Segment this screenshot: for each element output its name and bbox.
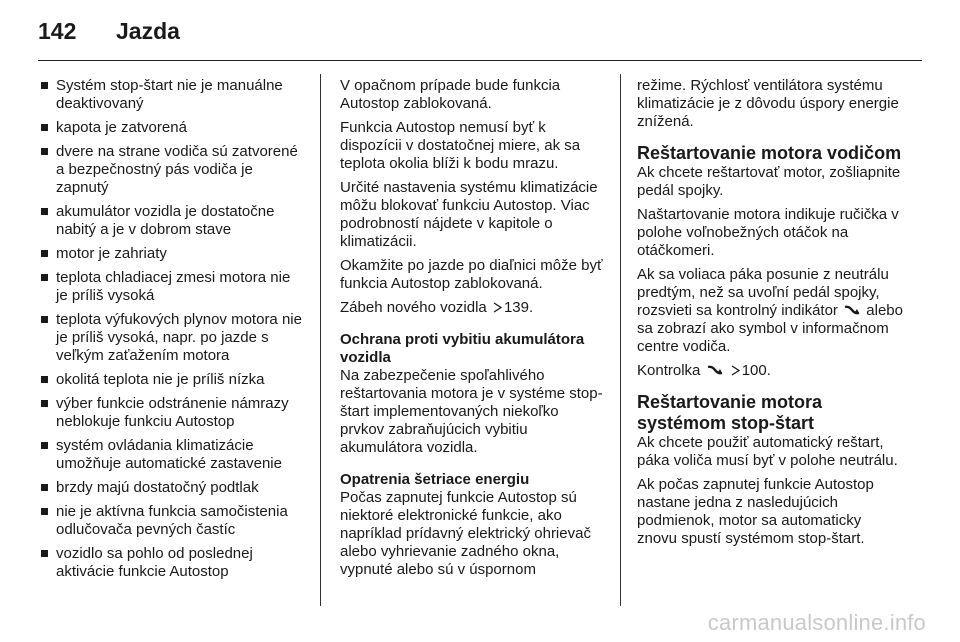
reference-page[interactable]: 139. [503, 299, 534, 316]
paragraph: Ak počas zapnutej funkcie Autostop nastane jedna z nasledujúcich podmienok, motor sa automaticky znovu spustí systémom stop-štart. [637, 476, 874, 547]
column-2 [340, 77, 606, 585]
list-item: teplota chladiacej zmesi motora nie je príliš vysoká [40, 269, 306, 305]
list-item: okolitá teplota nie je príliš nízka [40, 371, 306, 389]
list-item: dvere na strane vodiča sú zatvorené a bezpečnostný pás vodiča je zapnutý [40, 143, 306, 197]
list-item: brzdy majú dostatočný podtlak [40, 479, 306, 497]
page-reference-icon [731, 365, 740, 376]
list-item: nie je aktívna funkcia samočistenia odlučovača pevných častíc [40, 503, 306, 539]
paragraph: Na zabezpečenie spoľahlivého reštartovania motora je v systéme stop-štart implementovaných niekoľko prvkov zabraňujúcich vybitiu akumulátora vozidla. [340, 367, 603, 456]
paragraph: Určité nastavenia systému klimatizácie môžu blokovať funkciu Autostop. Viac podrobností nájdete v kapitole o klimatizácii. [340, 179, 598, 250]
page-header [38, 18, 180, 48]
paragraph: V opačnom prípade bude funkcia Autostop zablokovaná. [340, 77, 561, 112]
watermark: carmanualsonline.info [707, 610, 926, 635]
column-1 [40, 77, 306, 587]
heading-driver-restart: Reštartovanie motora vodičom [637, 143, 902, 163]
condition-list [40, 77, 306, 581]
paragraph: Funkcia Autostop nemusí byť k dispozícii v dostatočnej miere, ak sa teplota okolia blíži k bodu mrazu. [340, 119, 581, 172]
column-3 [637, 77, 905, 554]
page-reference-icon [493, 302, 502, 313]
paragraph: Okamžite po jazde po diaľnici môže byť funkcia Autostop zablokovaná. [340, 257, 603, 292]
column-divider [320, 74, 321, 606]
reference-text: Kontrolka [637, 362, 701, 379]
paragraph: Počas zapnutej funkcie Autostop sú niektoré elektronické funkcie, ako napríklad prídavný elektrický ohrievač alebo vyhrievanie zadného okna, vypnuté alebo sú v úspornom [340, 489, 591, 578]
paragraph [637, 266, 905, 356]
list-item: vozidlo sa pohlo od poslednej aktivácie funkcie Autostop [40, 545, 306, 581]
section-title: Jazda [116, 18, 180, 44]
subheading-battery-protection: Ochrana proti vybitiu akumulátora vozidla [340, 331, 585, 366]
paragraph-reference [340, 299, 606, 317]
list-item: teplota výfukových plynov motora nie je príliš vysoká, napr. po jazde s veľkým zaťažením motora [40, 311, 306, 365]
stop-start-indicator-icon [844, 304, 860, 316]
list-item: kapota je zatvorená [40, 119, 306, 137]
paragraph: Naštartovanie motora indikuje ručička v polohe voľnobežných otáčok na otáčkomeri. [637, 206, 899, 259]
paragraph-text: alebo sa zobrazí ako symbol v informačnom centre vodiča. [637, 302, 903, 355]
list-item: Systém stop-štart nie je manuálne deaktivovaný [40, 77, 306, 113]
header-rule [38, 60, 922, 61]
paragraph: Ak chcete použiť automatický reštart, páka voliča musí byť v polohe neutrálu. [637, 434, 898, 469]
paragraph: Ak chcete reštartovať motor, zošliapnite pedál spojky. [637, 164, 901, 199]
reference-page[interactable]: 100. [741, 362, 771, 379]
page-number: 142 [38, 18, 77, 44]
list-item: motor je zahriaty [40, 245, 306, 263]
column-divider [620, 74, 621, 606]
stop-start-indicator-icon [707, 364, 723, 376]
paragraph: režime. Rýchlosť ventilátora systému klimatizácie je z dôvodu úspory energie znížená. [637, 77, 899, 130]
paragraph-text: Ak sa voliaca páka posunie z neutrálu predtým, než sa uvoľní pedál spojky, rozsvieti sa kontrolný indikátor [637, 266, 889, 319]
list-item: systém ovládania klimatizácie umožňuje automatické zastavenie [40, 437, 306, 473]
heading-system-restart: Reštartovanie motora systémom stop-štart [637, 392, 823, 433]
list-item: akumulátor vozidla je dostatočne nabitý a je v dobrom stave [40, 203, 306, 239]
paragraph-reference [637, 362, 905, 380]
subheading-energy-saving: Opatrenia šetriace energiu [340, 471, 530, 488]
reference-text: Zábeh nového vozidla [340, 299, 487, 316]
list-item: výber funkcie odstránenie námrazy neblokuje funkciu Autostop [40, 395, 306, 431]
